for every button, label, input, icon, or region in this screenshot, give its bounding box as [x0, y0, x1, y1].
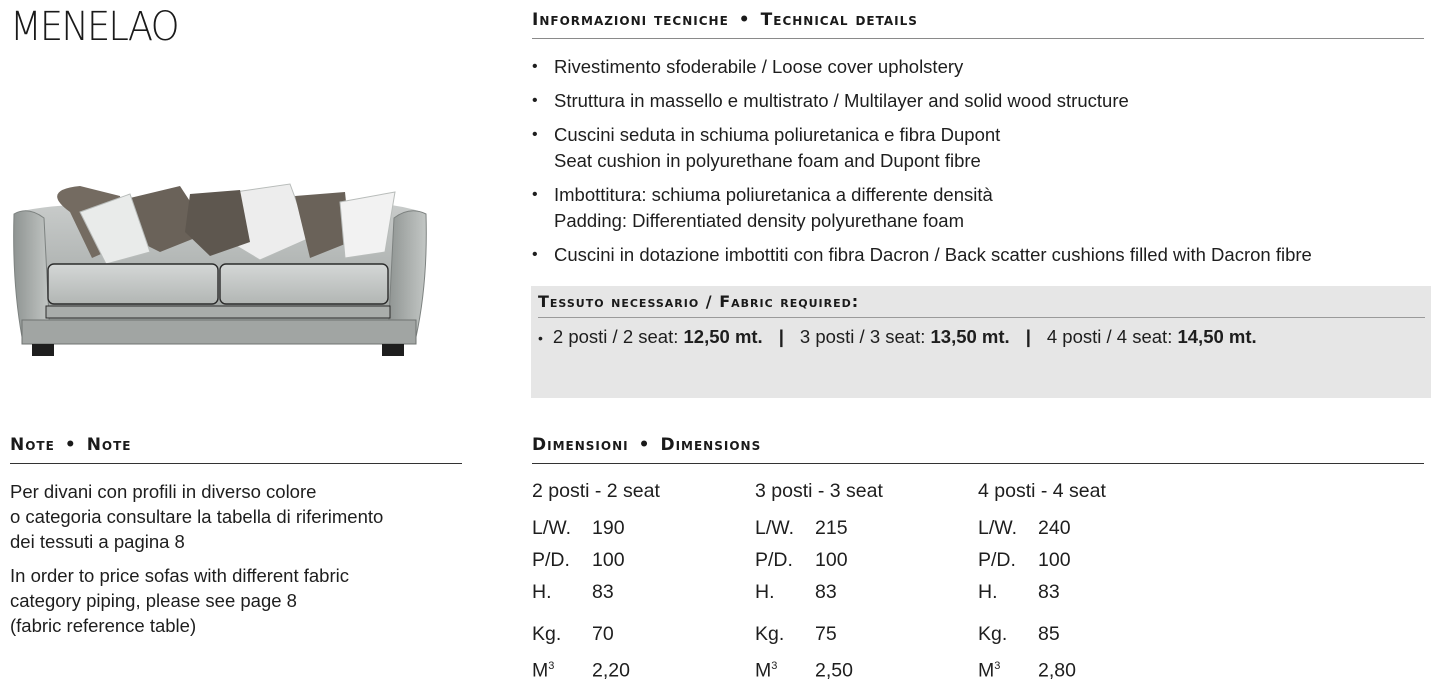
heading-separator: • [638, 435, 651, 455]
note-heading [10, 435, 462, 464]
item-line-en: Seat cushion in polyurethane foam and Dupont fibre [554, 150, 981, 171]
heading-en: Technical details [760, 10, 918, 30]
list-item [532, 54, 1424, 80]
dim-value: 2,50 [815, 659, 853, 682]
dim-value: 240 [1038, 517, 1071, 539]
heading-it: Note [10, 435, 55, 455]
note-paragraph-en [10, 563, 470, 638]
bullet: • [538, 330, 543, 346]
dimensions-heading [532, 435, 1424, 464]
technical-details-list [532, 54, 1424, 276]
item-line-en: Padding: Differentiated density polyurethane foam [554, 210, 965, 231]
note-line: In order to price sofas with different fabric [10, 565, 349, 586]
item-line: • Cuscini seduta in schiuma poliuretanica e fibra Dupont [554, 124, 1001, 145]
dim-label: P/D. [978, 549, 1016, 571]
dim-value: 83 [1038, 581, 1060, 603]
dim-label: L/W. [532, 517, 572, 539]
heading-it: Dimensioni [532, 435, 629, 455]
volume-exponent: 3 [771, 660, 778, 672]
dim-value: 100 [592, 549, 625, 571]
technical-details-heading [532, 10, 1424, 39]
dim-label [755, 650, 815, 687]
fabric-required-panel [531, 286, 1431, 398]
column-header: 2 posti - 2 seat [532, 480, 660, 502]
dim-value: 85 [1038, 623, 1060, 645]
dim-row-weight [978, 618, 1106, 650]
note-line: dei tessuti a pagina 8 [10, 531, 185, 552]
volume-unit: M [978, 659, 995, 682]
dim-label: Kg. [532, 623, 562, 645]
fabric-value: 14,50 mt. [1177, 326, 1257, 347]
dim-value: 2,80 [1038, 659, 1076, 682]
dim-row-width [978, 512, 1106, 544]
dim-row-weight [532, 618, 660, 650]
fabric-label: 4 posti / 4 seat: [1046, 326, 1173, 347]
fabric-label: 3 posti / 3 seat: [799, 326, 926, 347]
dim-label: P/D. [755, 549, 793, 571]
dim-row-height [978, 576, 1106, 608]
dimensions-column-2-seat [532, 478, 660, 682]
dim-label: L/W. [978, 517, 1018, 539]
item-line: Rivestimento sfoderabile / Loose cover upholstery [554, 56, 964, 77]
dimensions-column-3-seat [755, 478, 883, 682]
list-item [532, 242, 1424, 268]
item-line: Cuscini in dotazione imbottiti con fibra Dacron / Back scatter cushions filled with Dacron fibre [554, 244, 1312, 265]
heading-en: Note [86, 435, 132, 455]
dim-row-volume [755, 650, 883, 682]
heading-en: Dimensions [660, 435, 762, 455]
dim-label: H. [978, 581, 998, 603]
volume-exponent: 3 [548, 660, 555, 672]
note-line: (fabric reference table) [10, 615, 197, 636]
dim-label: H. [532, 581, 552, 603]
dim-value: 100 [1038, 549, 1071, 571]
note-paragraph-it [10, 479, 470, 554]
list-item [532, 182, 1424, 234]
dim-value: 190 [592, 517, 625, 539]
column-header: 4 posti - 4 seat [978, 480, 1106, 502]
note-line: o categoria consultare la tabella di riferimento [10, 506, 384, 527]
dim-label: Kg. [755, 623, 785, 645]
dim-label: Kg. [978, 623, 1008, 645]
dim-row-weight [755, 618, 883, 650]
dim-value: 83 [592, 581, 614, 603]
dim-value: 215 [815, 517, 848, 539]
dim-value: 100 [815, 549, 848, 571]
dim-label: P/D. [532, 549, 570, 571]
sofa-image [10, 172, 430, 362]
dim-value: 83 [815, 581, 837, 603]
dim-label: H. [755, 581, 775, 603]
volume-exponent: 3 [994, 660, 1001, 672]
dim-label: L/W. [755, 517, 795, 539]
item-line: • Imbottitura: schiuma poliuretanica a differente densità [554, 184, 993, 205]
divider: | [1025, 326, 1031, 347]
dim-value: 70 [592, 623, 614, 645]
dim-row-depth [978, 544, 1106, 576]
dim-row-volume [978, 650, 1106, 682]
list-item [532, 88, 1424, 114]
product-title: MENELAO [10, 4, 178, 50]
dim-row-height [532, 576, 660, 608]
dim-value: 2,20 [592, 659, 630, 682]
column-header: 3 posti - 3 seat [755, 480, 883, 502]
dim-row-depth [755, 544, 883, 576]
heading-separator: • [738, 10, 751, 30]
dim-row-width [755, 512, 883, 544]
heading-it: Informazioni tecniche [532, 10, 729, 30]
note-text [10, 479, 470, 647]
heading-separator: • [64, 435, 77, 455]
fabric-value: 13,50 mt. [930, 326, 1010, 347]
dim-row-height [755, 576, 883, 608]
fabric-value: 12,50 mt. [683, 326, 763, 347]
divider: | [778, 326, 784, 347]
note-line: category piping, please see page 8 [10, 590, 297, 611]
dimensions-column-4-seat [978, 478, 1106, 682]
list-item [532, 122, 1424, 174]
dim-label [978, 650, 1038, 687]
dim-row-depth [532, 544, 660, 576]
item-line: Struttura in massello e multistrato / Multilayer and solid wood structure [554, 90, 1129, 111]
note-line: Per divani con profili in diverso colore [10, 481, 317, 502]
fabric-required-heading: Tessuto necessario / Fabric required: [538, 292, 1425, 318]
dim-row-volume [532, 650, 660, 682]
volume-unit: M [532, 659, 549, 682]
volume-unit: M [755, 659, 772, 682]
dim-row-width [532, 512, 660, 544]
fabric-required-values [538, 326, 1257, 348]
dim-value: 75 [815, 623, 837, 645]
dim-label [532, 650, 592, 687]
fabric-label: 2 posti / 2 seat: [552, 326, 679, 347]
